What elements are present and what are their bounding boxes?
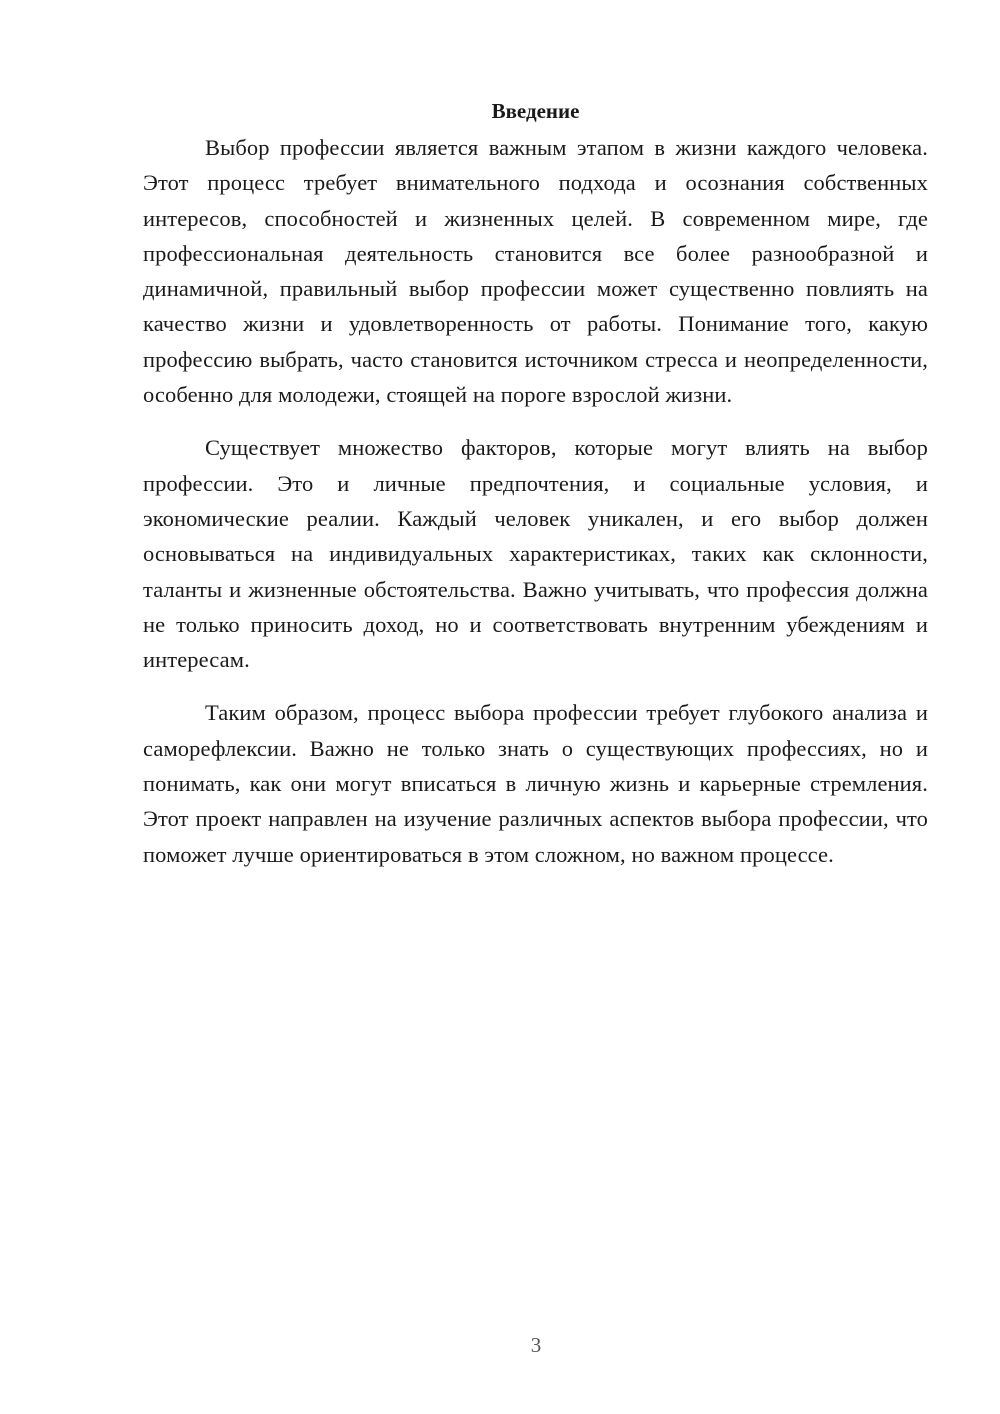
page-number: 3 [530,1333,542,1357]
paragraph-1: Выбор профессии является важным этапом в жизни каждого человека. Этот процесс требует внимательного подхода и осознания собственных интересов, способностей и жизненных целей. В современном мире, где профессиональная деятельность становится все более разнообразной и динамичной, правильный выбор профессии может существенно повлиять на качество жизни и удовлетворенность от работы. Понимание того, какую профессию выбрать, часто становится источником стресса и неопределенности, особенно для молодежи, стоящей на пороге взрослой жизни. [143,135,928,408]
section-heading: Введение [491,99,580,123]
paragraph-3: Таким образом, процесс выбора профессии требует глубокого анализа и саморефлексии. Важно не только знать о существующих профессиях, но и понимать, как они могут вписаться в личную жизнь и карьерные стремления. Этот проект направлен на изучение различных аспектов выбора профессии, что поможет лучше ориентироваться в этом сложном, но важном процессе. [143,700,928,867]
paragraph-2: Существует множество факторов, которые могут влиять на выбор профессии. Это и личные предпочтения, и социальные условия, и экономические реалии. Каждый человек уникален, и его выбор должен основываться на индивидуальных характеристиках, таких как склонности, таланты и жизненные обстоятельства. Важно учитывать, что профессия должна не только приносить доход, но и соответствовать внутренним убеждениям и интересам. [143,435,928,673]
page-content [143,96,928,890]
